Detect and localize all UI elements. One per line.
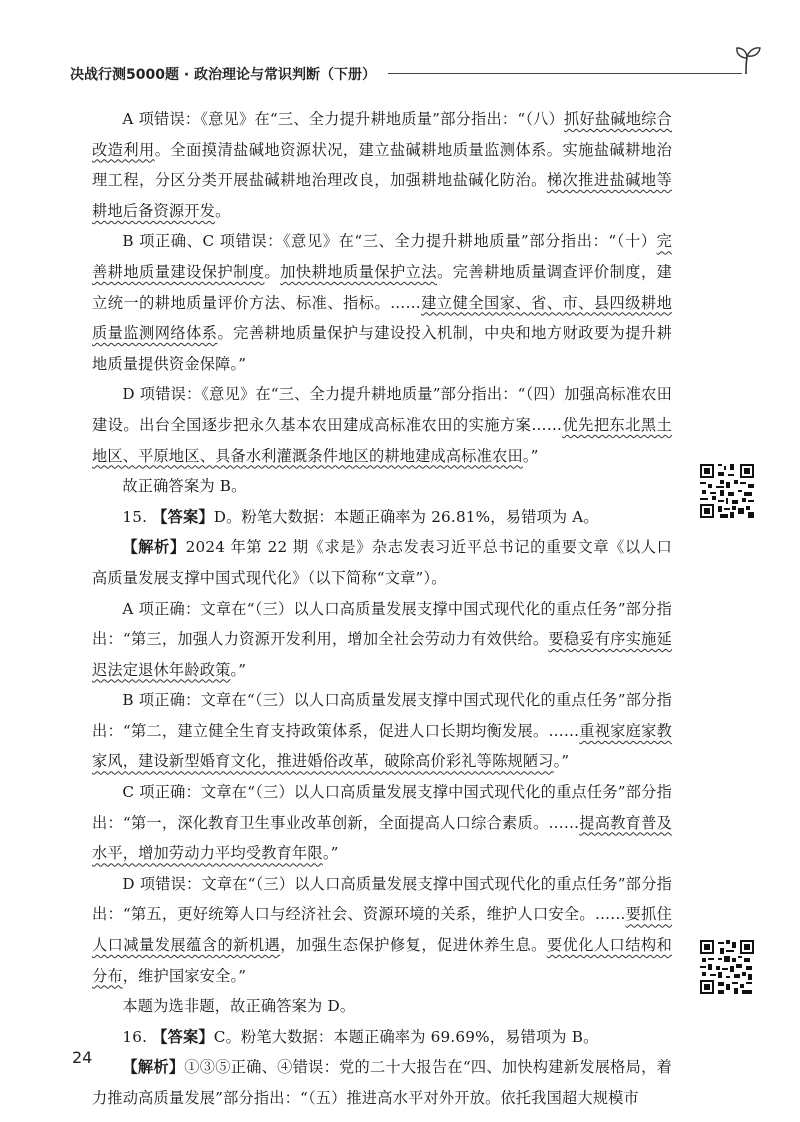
q15-option-d: D 项错误：文章在“（三）以人口高质量发展支撑中国式现代化的重点任务”部分指出：“第五，更好统筹人口与经济社会、资源环境的关系，维护人口安全。……要抓住人口减量发展蕴含的新机遇，加强生态保护修复，促进休养生息。要优化人口结构和分布，维护国家安全。” bbox=[92, 874, 672, 985]
question-15-answer: 15. 【答案】D。粉笔大数据：本题正确率为 26.81%，易错项为 A。 bbox=[122, 507, 599, 526]
header-rule bbox=[388, 73, 742, 74]
book-title: 决战行测5000题 · 政治理论与常识判断（下册） bbox=[70, 67, 377, 83]
page-number: 24 bbox=[72, 1048, 93, 1067]
q15-option-a: A 项正确：文章在“（三）以人口高质量发展支撑中国式现代化的重点任务”部分指出：“第三，加强人力资源开发利用，增加全社会劳动力有效供给。要稳妥有序实施延迟法定退休年龄政策。” bbox=[92, 599, 672, 679]
question-16-answer: 16. 【答案】C。粉笔大数据：本题正确率为 69.69%，易错项为 B。 bbox=[122, 1027, 599, 1046]
option-bc-analysis: B 项正确、C 项错误：《意见》在“三、全力提升耕地质量”部分指出：“（十）完善耕地质量建设保护制度。加快耕地质量保护立法。完善耕地质量调查评价制度，建立统一的耕地质量评价方法、标准、指标。……建立健全国家、省、市、县四级耕地质量监测网络体系。完善耕地质量保护与建设投入机制，中央和地方财政要为提升耕地质量提供资金保障。” bbox=[92, 232, 673, 373]
question-15-explanation: 【解析】2024 年第 22 期《求是》杂志发表习近平总书记的重要文章《以人口高质量发展支撑中国式现代化》（以下简称“文章”）。 bbox=[92, 538, 672, 587]
sprout-icon bbox=[726, 40, 766, 80]
q15-option-c: C 项正确：文章在“（三）以人口高质量发展支撑中国式现代化的重点任务”部分指出：“第一，深化教育卫生事业改革创新，全面提高人口综合素质。……提高教育普及水平，增加劳动力平均受教育年限。” bbox=[92, 783, 672, 863]
question-16-explanation: 【解析】①③⑤正确、④错误：党的二十大报告在“四、加快构建新发展格局，着力推动高质量发展”部分指出：“（五）推进高水平对外开放。依托我国超大规模市 bbox=[92, 1058, 672, 1107]
running-header bbox=[70, 60, 760, 90]
answer-conclusion: 故正确答案为 B。 bbox=[122, 477, 247, 496]
qr-code-icon[interactable] bbox=[698, 938, 756, 996]
page-body bbox=[92, 104, 672, 1114]
q15-option-b: B 项正确：文章在“（三）以人口高质量发展支撑中国式现代化的重点任务”部分指出：“第二，建立健全生育支持政策体系，促进人口长期均衡发展。……重视家庭家教家风，建设新型婚育文化，推进婚俗改革，破除高价彩礼等陈规陋习。” bbox=[92, 691, 672, 771]
option-d-analysis: D 项错误：《意见》在“三、全力提升耕地质量”部分指出：“（四）加强高标准农田建设。出台全国逐步把永久基本农田建成高标准农田的实施方案……优先把东北黑土地区、平原地区、具备水利灌溉条件地区的耕地建成高标准农田。” bbox=[92, 385, 673, 465]
q15-conclusion: 本题为选非题，故正确答案为 D。 bbox=[122, 997, 356, 1016]
option-a-analysis: A 项错误：《意见》在“三、全力提升耕地质量”部分指出：“（八）抓好盐碱地综合改造利用。全面摸清盐碱地资源状况，建立盐碱耕地质量监测体系。实施盐碱耕地治理工程，分区分类开展盐碱耕地治理改良，加强耕地盐碱化防治。梯次推进盐碱地等耕地后备资源开发。 bbox=[92, 110, 672, 220]
qr-code-icon[interactable] bbox=[698, 462, 756, 520]
